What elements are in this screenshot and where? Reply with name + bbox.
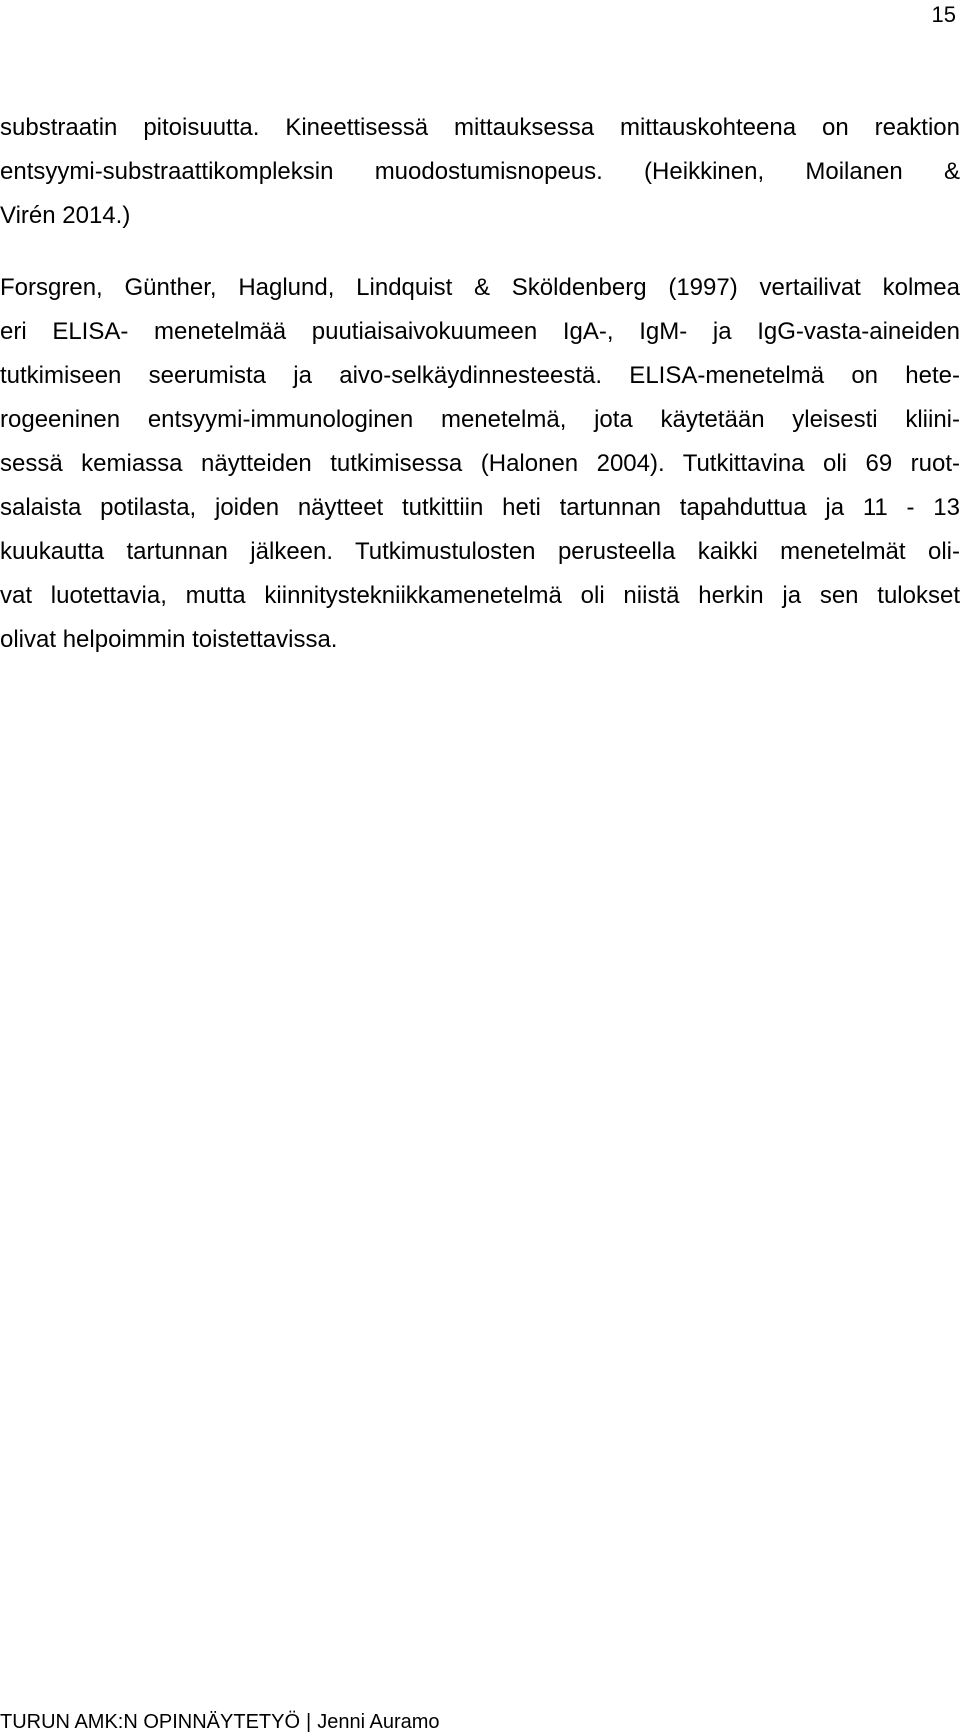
paragraph-2 — [0, 266, 960, 662]
paragraph-1 — [0, 106, 960, 238]
footer-separator: | — [306, 1711, 312, 1733]
paragraph-line: Virén 2014.) — [0, 202, 131, 229]
footer-institution: TURUN AMK:N OPINNÄYTETYÖ — [0, 1711, 301, 1733]
paragraph-line: Forsgren, Günther, Haglund, Lindquist & Sköldenberg (1997) vertailivat kolmea — [0, 274, 960, 301]
paragraph-line: kuukautta tartunnan jälkeen. Tutkimustulosten perusteella kaikki menetelmät oli- — [0, 538, 960, 565]
page-footer — [0, 1710, 440, 1734]
paragraph-line: rogeeninen entsyymi-immunologinen menetelmä, jota käytetään yleisesti kliini- — [0, 406, 960, 433]
paragraph-line: tutkimiseen seerumista ja aivo-selkäydinnesteestä. ELISA-menetelmä on hete- — [0, 362, 960, 389]
paragraph-line: salaista potilasta, joiden näytteet tutkittiin heti tartunnan tapahduttua ja 11 - 13 — [0, 494, 960, 521]
paragraph-line: vat luotettavia, mutta kiinnitystekniikkamenetelmä oli niistä herkin ja sen tulokset — [0, 582, 960, 609]
paragraph-line: eri ELISA- menetelmää puutiaisaivokuumeen IgA-, IgM- ja IgG-vasta-aineiden — [0, 318, 960, 345]
page-number: 15 — [931, 2, 956, 27]
paragraph-line: substraatin pitoisuutta. Kineettisessä mittauksessa mittauskohteena on reaktion — [0, 114, 960, 141]
paragraph-line: entsyymi-substraattikompleksin muodostumisnopeus. (Heikkinen, Moilanen & — [0, 158, 960, 185]
footer-author: Jenni Auramo — [317, 1711, 440, 1733]
paragraph-line: sessä kemiassa näytteiden tutkimisessa (Halonen 2004). Tutkittavina oli 69 ruot- — [0, 450, 960, 477]
paragraph-line: olivat helpoimmin toistettavissa. — [0, 626, 338, 653]
